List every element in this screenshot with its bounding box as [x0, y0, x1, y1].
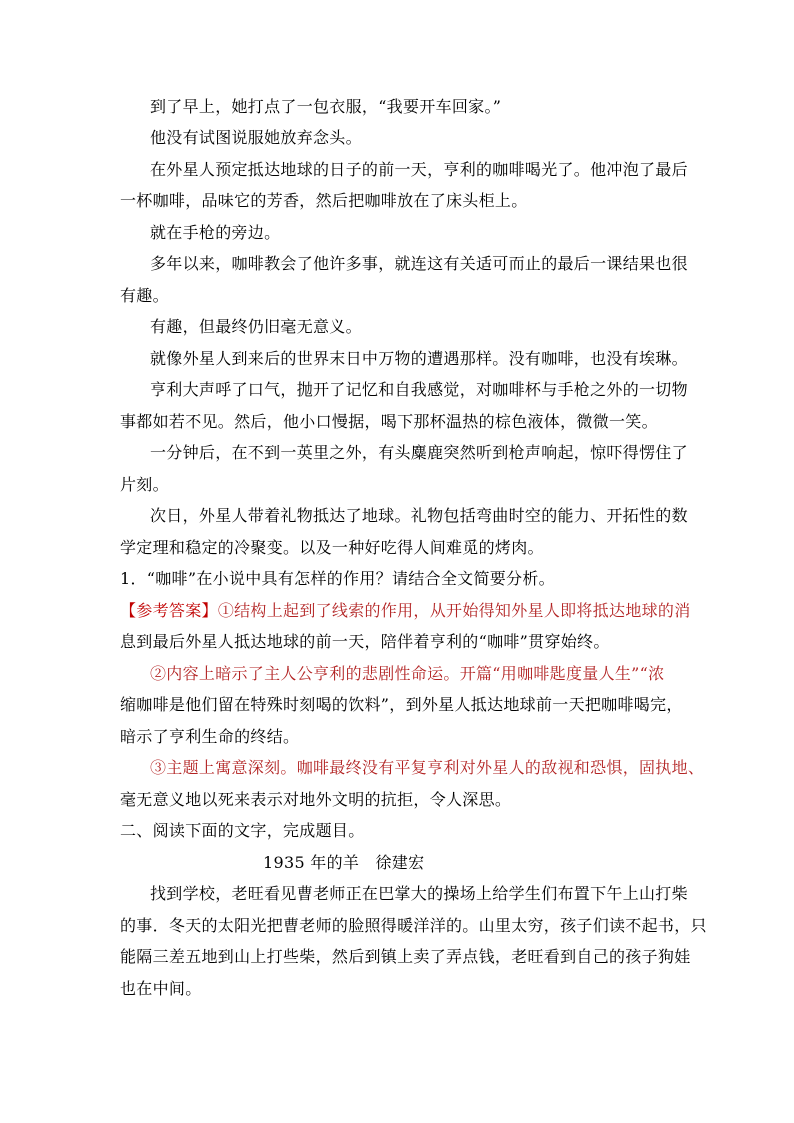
answer-point: ③主题上寓意深刻。咖啡最终没有平复亨利对外星人的敌视和恐惧，固执地、 — [150, 758, 705, 777]
story-paragraph-continued: 事都如若不见。然后，他小口慢据，喝下那杯温热的棕色液体，微微一笑。 — [120, 412, 658, 431]
story-paragraph: 在外星人预定抵达地球的日子的前一天，亨利的咖啡喝光了。他冲泡了最后 — [150, 160, 688, 179]
article-paragraph: 找到学校，老旺看见曹老师正在巴掌大的操场上给学生们布置下午上山打柴 — [150, 884, 688, 903]
article-title: 1935 年的羊 徐建宏 — [263, 853, 425, 872]
story-paragraph-continued: 一杯咖啡，品味它的芳香，然后把咖啡放在了床头柜上。 — [120, 191, 528, 210]
story-paragraph-continued: 有趣。 — [120, 286, 169, 305]
story-paragraph: 亨利大声呼了口气，抛开了记忆和自我感觉，对咖啡杯与手枪之外的一切物 — [150, 380, 688, 399]
article-paragraph-continued: 也在中间。 — [120, 979, 202, 998]
story-paragraph-continued: 片刻。 — [120, 475, 169, 494]
answer-line — [120, 600, 691, 622]
story-paragraph: 次日，外星人带着礼物抵达了地球。礼物包括弯曲时空的能力、开拓性的数 — [150, 506, 688, 525]
answer-continued: 毫无意义地以死来表示对地外文明的抗拒，令人深思。 — [120, 790, 512, 809]
article-paragraph-continued: 的事．冬天的太阳光把曹老师的脸照得暖洋洋的。山里太穷，孩子们读不起书，只 — [120, 916, 707, 935]
story-paragraph: 一分钟后，在不到一英里之外，有头麋鹿突然听到枪声响起，惊吓得愣住了 — [150, 443, 688, 462]
answer-text: ①结构上起到了线索的作用，从开始得知外星人即将抵达地球的消 — [217, 601, 691, 620]
answer-continued: 暗示了亨利生命的终结。 — [120, 727, 300, 746]
story-paragraph: 就像外星人到来后的世界末日中万物的遭遇那样。没有咖啡，也没有埃琳。 — [150, 349, 688, 368]
story-paragraph-continued: 学定理和稳定的冷聚变。以及一种好吃得人间难觅的烤肉。 — [120, 538, 544, 557]
question-1: 1．“咖啡”在小说中具有怎样的作用？请结合全文简要分析。 — [120, 569, 555, 588]
answer-continued: 缩咖啡是他们留在特殊时刻喝的饮料”，到外星人抵达地球前一天把咖啡喝完， — [120, 695, 683, 714]
answer-tag: 【参考答案】 — [120, 601, 218, 620]
section-heading: 二、阅读下面的文字，完成题目。 — [120, 821, 365, 840]
article-paragraph-continued: 能隔三差五地到山上打些柴，然后到镇上卖了弄点钱，老旺看到自己的孩子狗娃 — [120, 947, 691, 966]
story-paragraph: 就在手枪的旁边。 — [150, 223, 281, 242]
answer-point: ②内容上暗示了主人公亨利的悲剧性命运。开篇“用咖啡匙度量人生”“浓 — [150, 664, 665, 683]
story-paragraph: 有趣，但最终仍旧毫无意义。 — [150, 317, 362, 336]
story-paragraph: 到了早上，她打点了一包衣服，“我要开车回家。” — [150, 97, 502, 116]
answer-continued: 息到最后外星人抵达地球的前一天，陪伴着亨利的“咖啡”贯穿始终。 — [120, 632, 610, 651]
story-paragraph: 他没有试图说服她放弃念头。 — [150, 128, 362, 147]
story-paragraph: 多年以来，咖啡教会了他许多事，就连这有关适可而止的最后一课结果也很 — [150, 254, 688, 273]
